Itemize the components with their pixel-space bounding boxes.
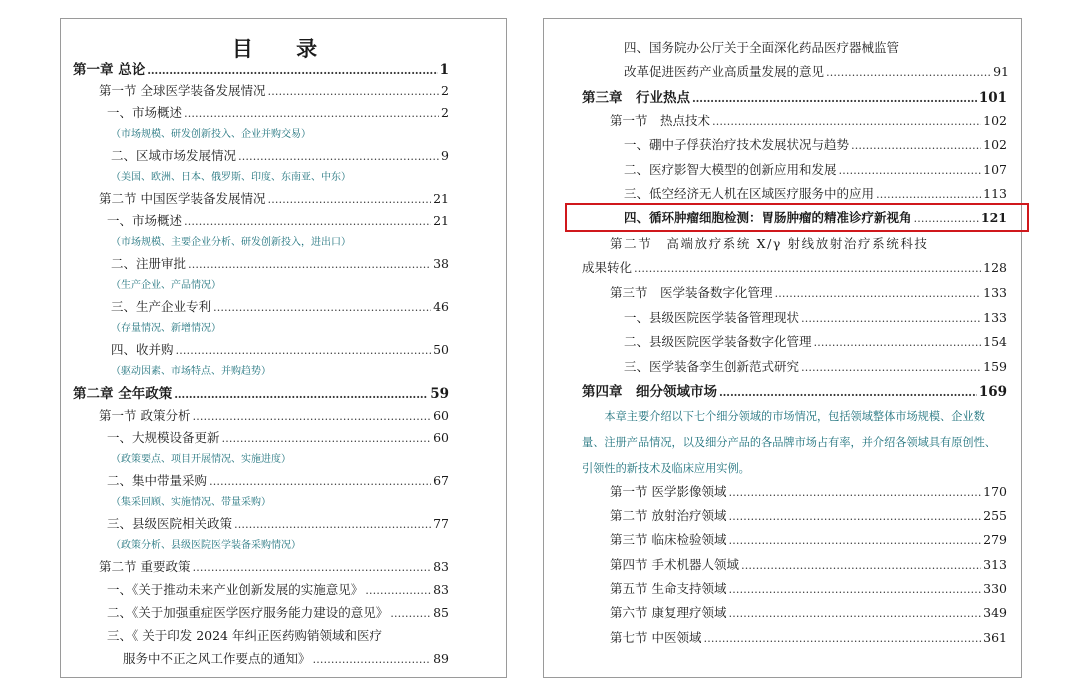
toc-entry[interactable]: 第三章 行业热点 …………………………………………………………………………………………………………………………………………………………………………………………………… 101: [582, 86, 1007, 110]
toc-subtopics: （存量情况、新增情况）: [111, 323, 221, 334]
toc-subtopics: （市场规模、主要企业分析、研发创新投入，进出口）: [111, 237, 351, 248]
toc-entry[interactable]: 一、县级医院医学装备管理现状 …………………………………………………………………………………………………………………………………………………………………………………………………… 133: [624, 306, 1007, 330]
toc-entry[interactable]: 第一节 全球医学装备发展情况 …………………………………………………………………………………………………………………………………………………………………………………………………… 2: [99, 79, 449, 103]
toc-entry[interactable]: 三、医学装备孪生创新范式研究 …………………………………………………………………………………………………………………………………………………………………………………………………… 159: [624, 355, 1007, 379]
toc-entry[interactable]: 二、《关于加强重症医学医疗服务能力建设的意见》 …………………………………………………………………………………………………………………………………………………………………………………………………… 85: [107, 601, 449, 625]
toc-entry[interactable]: 二、区域市场发展情况 …………………………………………………………………………………………………………………………………………………………………………………………………… 9: [111, 144, 449, 168]
toc-entry[interactable]: 三、县级医院相关政策 …………………………………………………………………………………………………………………………………………………………………………………………………… 77: [107, 512, 449, 536]
toc-subtopics: （政策分析、县级医院医学装备采购情况）: [111, 540, 301, 551]
toc-subtopics: （市场规模、研发创新投入、企业并购交易）: [111, 129, 311, 140]
toc-entry[interactable]: 第二章 全年政策 …………………………………………………………………………………………………………………………………………………………………………………………………… 59: [73, 382, 449, 406]
toc-entry[interactable]: 第七节 中医领域 …………………………………………………………………………………………………………………………………………………………………………………………………… 361: [610, 626, 1007, 650]
toc-entry[interactable]: 成果转化 …………………………………………………………………………………………………………………………………………………………………………………………………… 128: [582, 256, 1007, 280]
toc-entry[interactable]: 二、注册审批 …………………………………………………………………………………………………………………………………………………………………………………………………… 38: [111, 252, 449, 276]
toc-entry[interactable]: 服务中不正之风工作要点的通知》 …………………………………………………………………………………………………………………………………………………………………………………………………… 89: [123, 647, 449, 671]
toc-entry[interactable]: 第四节 手术机器人领域 …………………………………………………………………………………………………………………………………………………………………………………………………… 313: [610, 553, 1007, 577]
toc-entry[interactable]: 一、市场概述 …………………………………………………………………………………………………………………………………………………………………………………………………… 2: [107, 101, 449, 125]
toc-entry[interactable]: 二、医疗影智大模型的创新应用和发展 …………………………………………………………………………………………………………………………………………………………………………………………………… 107: [624, 158, 1007, 182]
toc-entry[interactable]: 第一章 总论 …………………………………………………………………………………………………………………………………………………………………………………………………… 1: [73, 58, 449, 82]
toc-entry[interactable]: 第三节 临床检验领域 …………………………………………………………………………………………………………………………………………………………………………………………………… 279: [610, 528, 1007, 552]
toc-entry[interactable]: 一、硼中子俘获治疗技术发展状况与趋势 …………………………………………………………………………………………………………………………………………………………………………………………………… 102: [624, 133, 1007, 157]
toc-entry[interactable]: 第二节 中国医学装备发展情况 …………………………………………………………………………………………………………………………………………………………………………………………………… 21: [99, 187, 449, 211]
chapter-intro-paragraph: 本章主要介绍以下七个细分领域的市场情况，包括领域整体市场规模、企业数量、注册产品情况，以及细分产品的各品牌市场占有率，并介绍各领域具有原创性、引领性的新技术及临床应用实例。: [582, 410, 996, 475]
toc-entry-highlighted[interactable]: 四、循环肿瘤细胞检测：胃肠肿瘤的精准诊疗新视角 …………………………………………………………………………………………………………………………………………………………………………………………………… 121: [624, 206, 1007, 230]
toc-subtopics: （美国、欧洲、日本、俄罗斯、印度、东南亚、中东）: [111, 172, 351, 183]
toc-entry[interactable]: 三、低空经济无人机在区域医疗服务中的应用 …………………………………………………………………………………………………………………………………………………………………………………………………… 113: [624, 182, 1007, 206]
toc-entry[interactable]: 第一节 医学影像领域 …………………………………………………………………………………………………………………………………………………………………………………………………… 170: [610, 480, 1007, 504]
toc-entry[interactable]: 第四章 细分领域市场 …………………………………………………………………………………………………………………………………………………………………………………………………… 169: [582, 380, 1007, 404]
toc-entry-text[interactable]: 四、国务院办公厅关于全面深化药品医疗器械监管: [624, 40, 900, 55]
toc-subtopics: （集采回顾、实施情况、带量采购）: [111, 497, 271, 508]
left-page: [60, 18, 507, 678]
toc-entry[interactable]: 改革促进医药产业高质量发展的意见 …………………………………………………………………………………………………………………………………………………………………………………………………… 91: [624, 60, 1009, 84]
toc-entry[interactable]: 第三节 医学装备数字化管理 …………………………………………………………………………………………………………………………………………………………………………………………………… 133: [610, 281, 1007, 305]
toc-entry[interactable]: 四、收并购 …………………………………………………………………………………………………………………………………………………………………………………………………… 50: [111, 338, 449, 362]
toc-entry[interactable]: 一、《关于推动未来产业创新发展的实施意见》 …………………………………………………………………………………………………………………………………………………………………………………………………… 83: [107, 578, 449, 602]
red-highlight-box: [565, 203, 1029, 232]
toc-subtopics: （生产企业、产品情况）: [111, 280, 221, 291]
toc-entry[interactable]: 第六节 康复理疗领域 …………………………………………………………………………………………………………………………………………………………………………………………………… 349: [610, 601, 1007, 625]
toc-entry[interactable]: 一、市场概述 …………………………………………………………………………………………………………………………………………………………………………………………………… 21: [107, 209, 449, 233]
right-page: [543, 18, 1022, 678]
toc-entry[interactable]: 三、生产企业专利 …………………………………………………………………………………………………………………………………………………………………………………………………… 46: [111, 295, 449, 319]
toc-subtopics: （政策要点、项目开展情况、实施进度）: [111, 454, 291, 465]
toc-subtopics: （驱动因素、市场特点、并购趋势）: [111, 366, 271, 377]
toc-entry[interactable]: 第一节 政策分析 …………………………………………………………………………………………………………………………………………………………………………………………………… 60: [99, 404, 449, 428]
toc-entry[interactable]: 第一节 热点技术 …………………………………………………………………………………………………………………………………………………………………………………………………… 102: [610, 109, 1007, 133]
toc-entry[interactable]: 第二节 放射治疗领域 …………………………………………………………………………………………………………………………………………………………………………………………………… 255: [610, 504, 1007, 528]
toc-title: 目 录: [231, 36, 336, 61]
toc-entry-text[interactable]: 三、《 关于印发 2024 年纠正医药购销领域和医疗: [107, 628, 382, 643]
toc-entry[interactable]: 第二节 重要政策 …………………………………………………………………………………………………………………………………………………………………………………………………… 83: [99, 555, 449, 579]
toc-entry[interactable]: 二、集中带量采购 …………………………………………………………………………………………………………………………………………………………………………………………………… 67: [107, 469, 449, 493]
toc-entry[interactable]: 第五节 生命支持领域 …………………………………………………………………………………………………………………………………………………………………………………………………… 330: [610, 577, 1007, 601]
toc-entry[interactable]: 二、县级医院医学装备数字化管理 …………………………………………………………………………………………………………………………………………………………………………………………………… 154: [624, 330, 1007, 354]
toc-entry-text[interactable]: 第二节 高端放疗系统 X/γ 射线放射治疗系统科技: [610, 236, 929, 251]
toc-entry[interactable]: 一、大规模设备更新 …………………………………………………………………………………………………………………………………………………………………………………………………… 60: [107, 426, 449, 450]
